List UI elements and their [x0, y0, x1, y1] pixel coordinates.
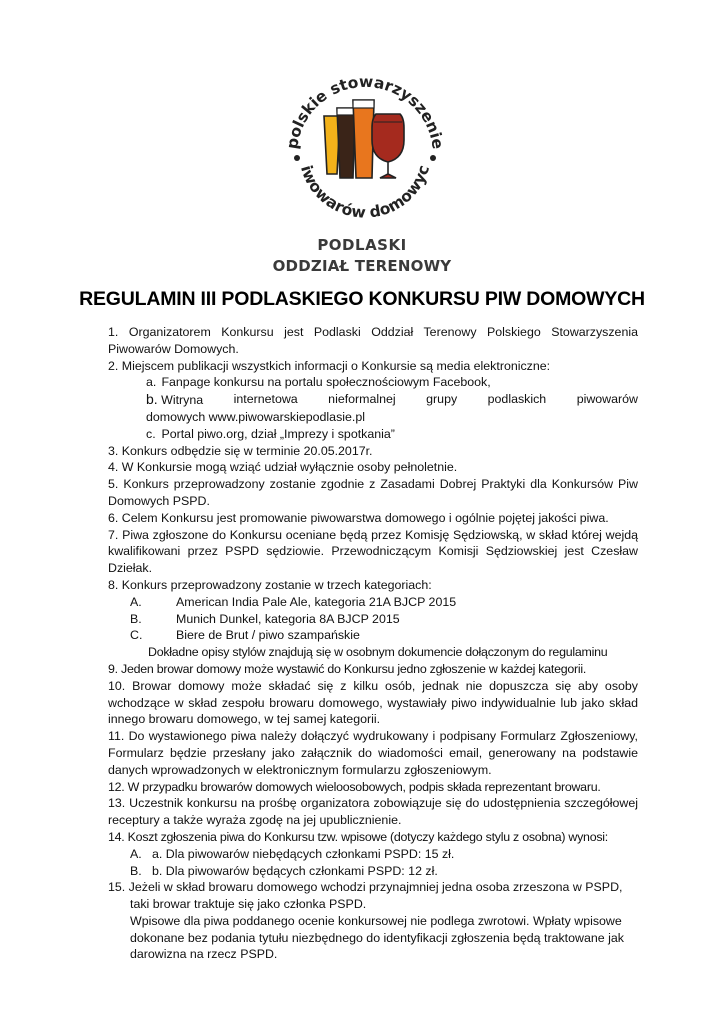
category-letter: A. — [130, 594, 142, 609]
rule-8-category-a — [130, 594, 638, 611]
rule-2c-text: Portal piwo.org, dział „Imprezy i spotkania” — [161, 426, 395, 441]
logo-dot-left — [294, 155, 300, 161]
category-text: Biere de Brut / piwo szampańskie — [176, 628, 360, 643]
rule-9: 9. Jeden browar domowy może wystawić do Konkursu jedno zgłoszenie w każdej kategorii. — [108, 661, 587, 676]
rule-2a-letter: a. — [146, 375, 157, 390]
rule-2b-word: internetowa — [233, 392, 298, 407]
rule-2b — [146, 391, 638, 426]
category-letter: C. — [130, 628, 143, 643]
rule-5: 5. Konkurs przeprowadzony zostanie zgodnie z Zasadami Dobrej Praktyki dla Konkursów Piw Domowych PSPD. — [108, 477, 638, 508]
rule-4: 4. W Konkursie mogą wziąć udział wyłącznie osoby pełnoletnie. — [108, 460, 458, 475]
rule-2b-letter: b. — [146, 391, 158, 408]
rule-2a-text: Fanpage konkursu na portalu społecznościowym Facebook, — [161, 375, 491, 390]
fee-text: b. Dla piwowarów będących członkami PSPD: 12 zł. — [152, 863, 438, 878]
rule-2b-line1 — [146, 391, 638, 409]
rule-10: 10. Browar domowy może składać się z kilku osób, jednak nie dopuszcza się aby osoby wchodzące w skład zespołu browaru domowego, wystawiały piwo indywidualnie lub jako skład innego browaru domowego, w tej samej kategorii. — [108, 678, 638, 727]
rule-3: 3. Konkurs odbędzie się w terminie 20.05.2017r. — [108, 443, 373, 458]
rule-2c-letter: c. — [146, 426, 156, 441]
rule-14-fee-a — [130, 846, 638, 863]
fee-letter: A. — [130, 846, 142, 861]
category-text: American India Pale Ale, kategoria 21A BJCP 2015 — [176, 594, 457, 609]
org-name-line2: ODDZIAŁ TERENOWY — [272, 257, 452, 275]
rule-8-category-c — [130, 627, 638, 644]
rule-12: 12. W przypadku browarów domowych wieloosobowych, podpis składa reprezentant browaru. — [108, 779, 601, 794]
rule-2c — [146, 426, 638, 443]
org-name-line1: PODLASKI — [317, 236, 407, 254]
rule-8: 8. Konkurs przeprowadzony zostanie w trzech kategoriach: — [108, 577, 432, 592]
rule-14: 14. Koszt zgłoszenia piwa do Konkursu tzw. wpisowe (dotyczy każdego stylu z osobna) wynosi: — [108, 829, 608, 844]
category-letter: B. — [130, 611, 142, 626]
rule-13: 13. Uczestnik konkursu na prośbę organizatora zobowiązuje się do udostępnienia szczegółowej receptury a także wyraża zgodę na jej upublicznienie. — [108, 796, 638, 828]
logo-dot-right — [430, 155, 436, 161]
fee-text: a. Dla piwowarów niebędących członkami PSPD: 15 zł. — [152, 846, 455, 861]
rule-1: 1. Organizatorem Konkursu jest Podlaski Oddział Terenowy Polskiego Stowarzyszenia Piwowarów Domowych. — [108, 325, 638, 356]
rule-2b-word: podlaskich — [487, 392, 547, 407]
rule-8-note: Dokładne opisy stylów znajdują się w osobnym dokumencie dołączonym do regulaminu — [148, 645, 608, 660]
rule-11: 11. Do wystawionego piwa należy dołączyć wydrukowany i podpisany Formularz Zgłoszeniowy, Formularz będzie przesłany jako załącznik do wiadomości email, generowany na podstawie danych wprowadzonych w elektronicznym formularzu zgłoszeniowym. — [108, 729, 638, 777]
fee-letter: B. — [130, 863, 142, 878]
rule-8-category-b — [130, 611, 638, 628]
beer-glasses-icon — [324, 100, 404, 178]
rule-6: 6. Celem Konkursu jest promowanie piwowarstwa domowego i ogólnie pojętej jakości piwa. — [108, 510, 609, 525]
rule-2b-head — [146, 391, 203, 409]
rule-2b-word: grupy — [426, 392, 458, 407]
logo-graphic — [274, 56, 450, 240]
logo-ring-top-text: polskie stowarzyszenie — [283, 72, 447, 151]
rule-2b-word: piwowarów — [576, 392, 638, 407]
pspd-logo — [274, 56, 450, 240]
rule-15-continuation: Wpisowe dla piwa poddanego ocenie konkursowej nie podlega zwrotowi. Wpłaty wpisowe dokonane bez podania tytułu niezbędnego do identyfikacji zgłoszenia będą traktowane jak darowizna na rzecz PSPD. — [130, 913, 624, 962]
rule-2b-word: nieformalnej — [328, 392, 396, 407]
rule-2: 2. Miejscem publikacji wszystkich informacji o Konkursie są media elektroniczne: — [108, 358, 551, 373]
rule-14-fee-b — [130, 863, 638, 880]
rule-7: 7. Piwa zgłoszone do Konkursu oceniane będą przez Komisję Sędziowską, w skład której wejdą kwalifikowani przez PSPD sędziowie. Przewodniczącym Komisji Sędziowskiej jest Czesław Dziełak. — [108, 527, 638, 576]
category-text: Munich Dunkel, kategoria 8A BJCP 2015 — [176, 611, 400, 626]
rules-body — [108, 324, 638, 963]
rule-2b-line2: domowych www.piwowarskiepodlasie.pl — [146, 409, 365, 424]
rule-2a — [146, 374, 638, 391]
logo-ring-bottom-text: piwowarów domowych — [274, 56, 434, 222]
rule-15: 15. Jeżeli w skład browaru domowego wchodzi przynajmniej jedna osoba zrzeszona w PSPD, taki browar traktuje się jako członka PSPD. — [108, 880, 623, 912]
rule-2b-word: Witryna — [161, 393, 204, 408]
document-title: REGULAMIN III PODLASKIEGO KONKURSU PIW DOMOWYCH — [79, 288, 645, 310]
